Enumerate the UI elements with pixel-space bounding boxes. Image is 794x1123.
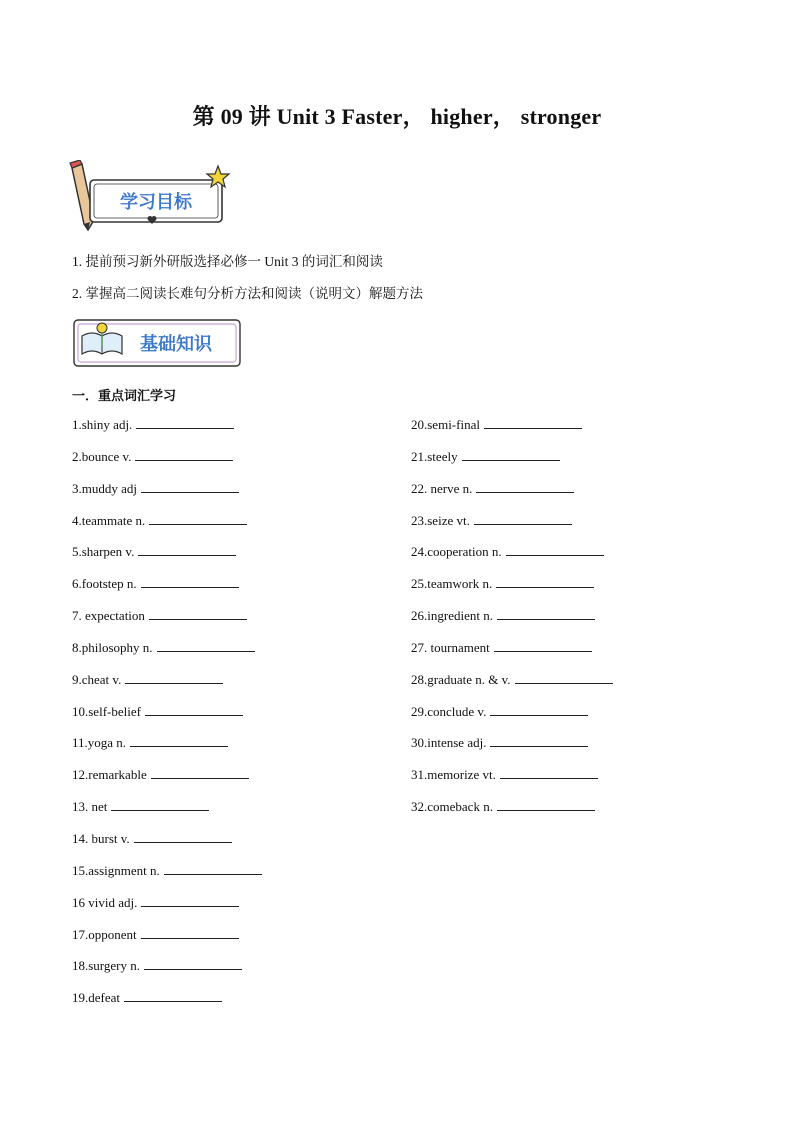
- vocab-item: 27. tournament: [411, 640, 613, 672]
- vocab-item: 26.ingredient n.: [411, 608, 613, 640]
- answer-blank[interactable]: [506, 544, 604, 556]
- answer-blank[interactable]: [125, 672, 223, 684]
- vocab-item: 2.bounce v.: [72, 449, 262, 481]
- answer-blank[interactable]: [130, 735, 228, 747]
- vocab-item: 10.self-belief: [72, 704, 262, 736]
- answer-blank[interactable]: [494, 640, 592, 652]
- answer-blank[interactable]: [144, 958, 242, 970]
- vocab-item: 24.cooperation n.: [411, 544, 613, 576]
- vocab-item: 20.semi-final: [411, 417, 613, 449]
- vocab-item: 13. net: [72, 799, 262, 831]
- vocab-item: 1.shiny adj.: [72, 417, 262, 449]
- vocab-item: 4.teammate n.: [72, 513, 262, 545]
- answer-blank[interactable]: [141, 895, 239, 907]
- vocab-item: 22. nerve n.: [411, 481, 613, 513]
- vocab-item: 32.comeback n.: [411, 799, 613, 831]
- answer-blank[interactable]: [124, 990, 222, 1002]
- badge-label: 学习目标: [120, 192, 192, 213]
- answer-blank[interactable]: [157, 640, 255, 652]
- vocab-item: 12.remarkable: [72, 767, 262, 799]
- vocab-item: 31.memorize vt.: [411, 767, 613, 799]
- vocab-item: 29.conclude v.: [411, 704, 613, 736]
- answer-blank[interactable]: [497, 608, 595, 620]
- heart-icon: [148, 216, 157, 224]
- vocab-item: 23.seize vt.: [411, 513, 613, 545]
- answer-blank[interactable]: [141, 927, 239, 939]
- vocab-item: 15.assignment n.: [72, 863, 262, 895]
- vocab-item: 16 vivid adj.: [72, 895, 262, 927]
- objective-2: 2. 掌握高二阅读长难句分析方法和阅读（说明文）解题方法: [72, 286, 423, 301]
- vocab-item: 14. burst v.: [72, 831, 262, 863]
- answer-blank[interactable]: [490, 735, 588, 747]
- vocab-item: 9.cheat v.: [72, 672, 262, 704]
- vocab-item: 21.steely: [411, 449, 613, 481]
- learning-goals-badge: [66, 160, 236, 232]
- answer-blank[interactable]: [515, 672, 613, 684]
- answer-blank[interactable]: [149, 608, 247, 620]
- badge-label: 基础知识: [140, 334, 212, 355]
- answer-blank[interactable]: [141, 481, 239, 493]
- vocab-item: 7. expectation: [72, 608, 262, 640]
- vocab-item: 3.muddy adj: [72, 481, 262, 513]
- answer-blank[interactable]: [490, 704, 588, 716]
- vocab-item: 28.graduate n. & v.: [411, 672, 613, 704]
- answer-blank[interactable]: [138, 544, 236, 556]
- vocab-item: 30.intense adj.: [411, 735, 613, 767]
- answer-blank[interactable]: [111, 799, 209, 811]
- vocab-list-right: [411, 417, 613, 831]
- vocab-item: 11.yoga n.: [72, 735, 262, 767]
- answer-blank[interactable]: [149, 513, 247, 525]
- section-heading: 一．重点词汇学习: [72, 388, 177, 403]
- objective-1: 1. 提前预习新外研版选择必修一 Unit 3 的词汇和阅读: [72, 254, 383, 269]
- answer-blank[interactable]: [474, 513, 572, 525]
- vocab-list-left: [72, 417, 262, 1022]
- vocab-item: 18.surgery n.: [72, 958, 262, 990]
- answer-blank[interactable]: [497, 799, 595, 811]
- vocab-item: 17.opponent: [72, 927, 262, 959]
- page-title: 第 09 讲 Unit 3 Faster， higher， stronger: [192, 104, 602, 129]
- answer-blank[interactable]: [141, 576, 239, 588]
- answer-blank[interactable]: [476, 481, 574, 493]
- answer-blank[interactable]: [151, 767, 249, 779]
- vocab-item: 5.sharpen v.: [72, 544, 262, 576]
- vocab-item: 25.teamwork n.: [411, 576, 613, 608]
- basic-knowledge-badge: [72, 318, 244, 370]
- vocab-item: 6.footstep n.: [72, 576, 262, 608]
- answer-blank[interactable]: [500, 767, 598, 779]
- answer-blank[interactable]: [484, 417, 582, 429]
- vocab-item: 8.philosophy n.: [72, 640, 262, 672]
- answer-blank[interactable]: [134, 831, 232, 843]
- answer-blank[interactable]: [136, 417, 234, 429]
- answer-blank[interactable]: [164, 863, 262, 875]
- answer-blank[interactable]: [496, 576, 594, 588]
- answer-blank[interactable]: [145, 704, 243, 716]
- answer-blank[interactable]: [135, 449, 233, 461]
- vocab-item: 19.defeat: [72, 990, 262, 1022]
- answer-blank[interactable]: [462, 449, 560, 461]
